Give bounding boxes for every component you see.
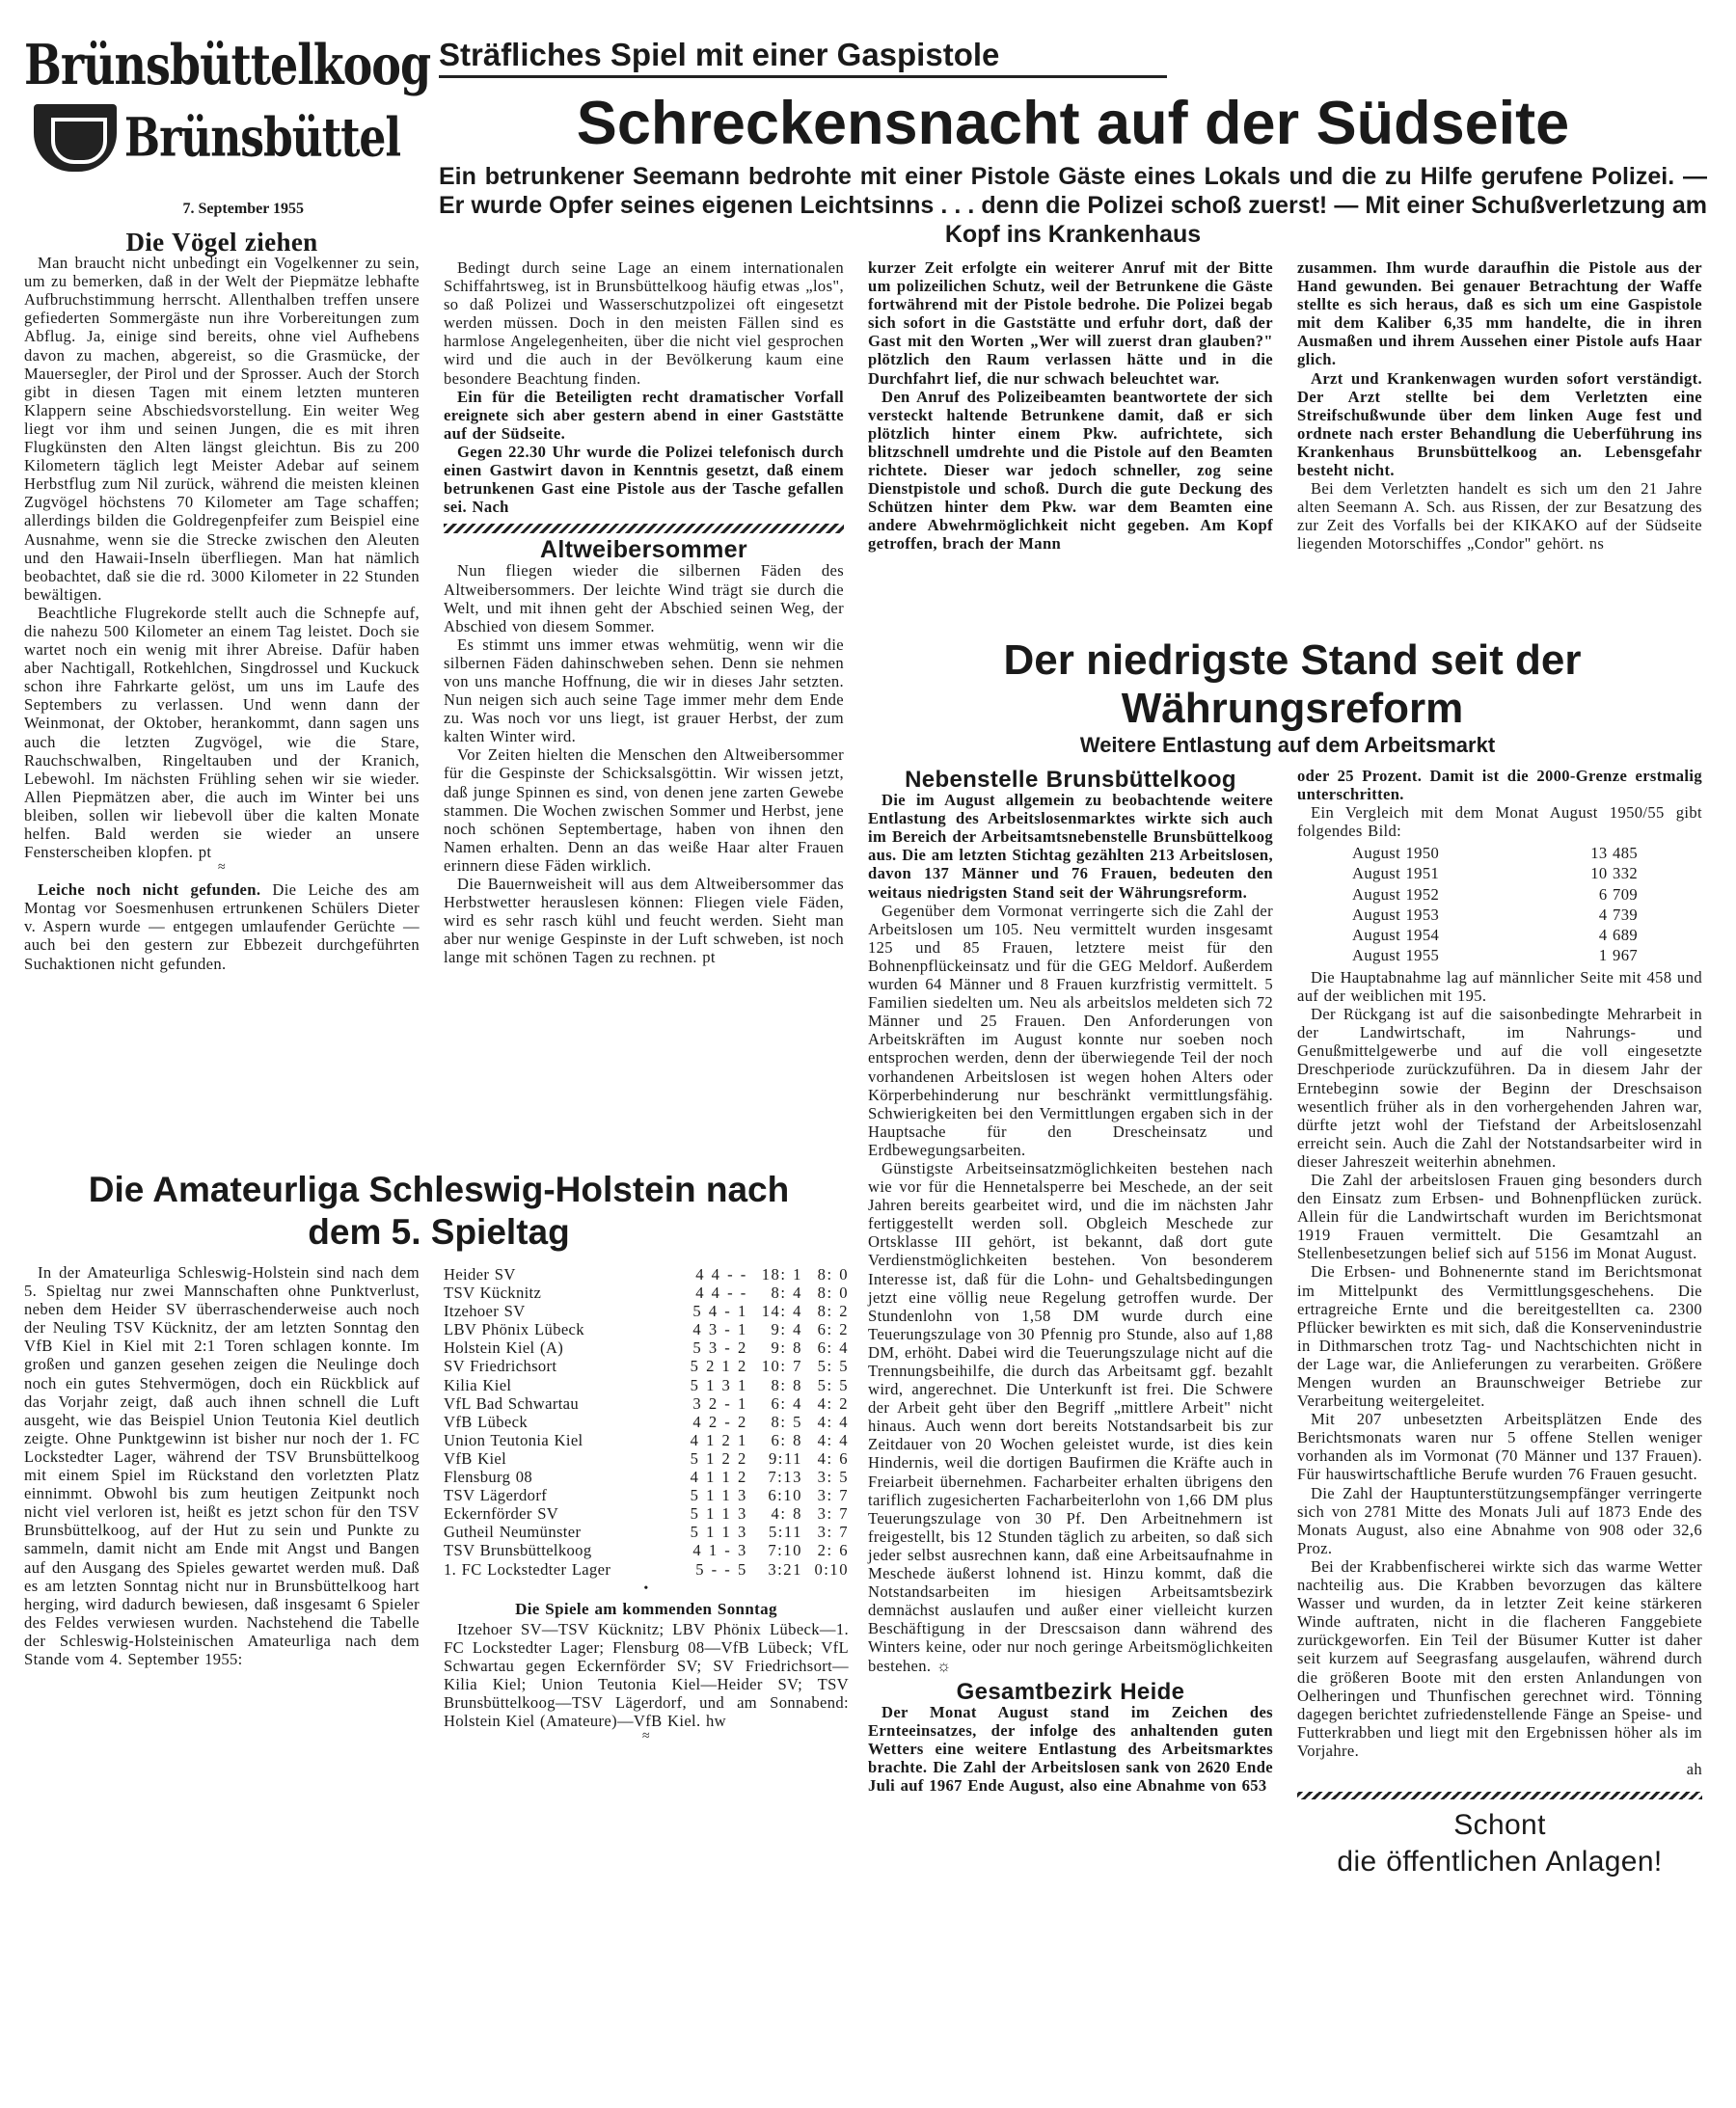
paragraph: Günstigste Arbeitseinsatzmöglichkeiten bestehen nach wie vor für die Hennetalsperre bei Meschede, an der seit Jahren bereits gearbeitet wird, und die im nächsten Jahr fertiggestellt werden soll. Obgleich Meschede zur Ortsklasse III gehört, ist bekannt, daß dort gute Verdienstmöglichkeiten bestehen. Von besonderem Interesse ist, daß für die Lohn- und Gehaltsbedingungen jetzt eine völlig neue Regelung getroffen wurde. Der Stundenlohn von 1,58 DM wurde durch eine Teuerungszulage von 30 Pfennig pro Stunde, also auf 1,88 DM, erhöht. Dabei wird die Teuerungszulage nicht auf die Trennungsbeihilfe, die durch das Arbeitsamt ggf. bezahlt wird, angerechnet. Die Unterkunft ist frei. Die Schwere der Arbeit geht über den Begriff „mittlere Arbeit" nicht hinaus. Auch wenn dort bereits Notstandsarbeit bis zur Zeitdauer von 20 Wochen geleistet wurde, ist dies kein Hindernis, weil die dortigen Baufirmen die Kräfte auch in Freiarbeit übernehmen. Facharbeiter erhalten übrigens den tariflich zugesicherten Facharbeiterlohn von 1,66 DM plus Teuerungszulage von 30 Pf. Den Arbeitnehmern ist freigestellt, bis 12 Stunden täglich zu arbeiten, so daß sich jeder selbst ausrechnen kann, daß eine Arbeitsaufnahme in Meschede äußerst lohnend ist. Hinzu kommt, daß die Notstandsarbeiten im hiesigen Arbeitsamtsbezirk demnächst auslaufen und außer einer vielleicht kurzen Beschäftigung in der Drescsaison dann während des Winters keine, oder nur noch geringe Arbeitsmöglichkeiten bestehen. ☼ bbox=[868, 1158, 1273, 1675]
table-row bbox=[444, 1560, 849, 1579]
month-label: August 1955 bbox=[1352, 945, 1440, 964]
unemployed-count: 6 709 bbox=[1598, 884, 1638, 904]
unemployment-comparison-table bbox=[1350, 842, 1640, 966]
team-name: Union Teutonia Kiel bbox=[444, 1430, 583, 1449]
goals: 8: 8 bbox=[771, 1375, 802, 1394]
goals: 6: 8 bbox=[771, 1430, 802, 1449]
table-row bbox=[1352, 946, 1638, 964]
games-record: 4 4 - - bbox=[695, 1265, 747, 1284]
separator-ornament: ≈ bbox=[641, 1729, 651, 1744]
team-name: VfB Lübeck bbox=[444, 1412, 528, 1431]
goals: 6:10 bbox=[768, 1486, 802, 1505]
table-row bbox=[1352, 864, 1638, 882]
table-row bbox=[1352, 885, 1638, 904]
paragraph: oder 25 Prozent. Damit ist die 2000-Grenze erstmalig unterschritten. bbox=[1297, 767, 1702, 804]
table-row bbox=[444, 1320, 849, 1338]
month-label: August 1954 bbox=[1352, 925, 1440, 944]
headline-liga: Die Amateurliga Schleswig-Holstein nach dem 5. Spieltag bbox=[88, 1170, 790, 1252]
games-record: 5 1 1 3 bbox=[690, 1523, 747, 1542]
points: 8: 2 bbox=[817, 1302, 849, 1321]
schont-line1: Schont bbox=[1453, 1809, 1546, 1842]
points: 4: 2 bbox=[817, 1393, 849, 1413]
unemployed-count: 4 739 bbox=[1598, 905, 1638, 924]
separator-ornament: ≈ bbox=[217, 860, 227, 876]
team-name: TSV Lägerdorf bbox=[444, 1486, 548, 1505]
points: 4: 6 bbox=[817, 1448, 849, 1468]
paragraph: Der Rückgang ist auf die saisonbedingte Mehrarbeit in der Landwirtschaft, im Nahrungs- und Genußmittelgewerbe und auf die voll eingesetzte Dreschperiode zurückzuführen. Da in diesem Jahr der Erntebeginn sowie der Beginn der Dreschsaison wesentlich früher als in den vorhergehenden Jahren war, dürfte jetzt wohl der Tiefstand der Arbeitslosenzahl erreicht sein. Auch die Zahl der Notstandsarbeiter wird in dieser Jahreszeit weiterhin abnehmen. bbox=[1297, 1005, 1702, 1171]
paragraph: Der Monat August stand im Zeichen des Ernteeinsatzes, der infolge des anhaltenden guten Wetters eine weitere Entlastung des Arbeitsmarktes brachte. Die Zahl der Arbeitslosen sank von 2620 Ende Juli auf 1967 Ende August, also eine Abnahme von 653 bbox=[868, 1702, 1273, 1796]
table-row bbox=[444, 1302, 849, 1320]
paragraph: Die Hauptabnahme lag auf männlicher Seite mit 458 und auf der weiblichen mit 195. bbox=[1297, 967, 1702, 1006]
games-record: 4 3 - 1 bbox=[692, 1320, 747, 1339]
table-row bbox=[444, 1449, 849, 1468]
paragraph: Die Bauernweisheit will aus dem Altweibersommer das Herbstwetter herauslesen können: Fliegen viele Fäden, wird es sehr rasch kühl und feucht werden. Sieht man aber nur wenige Gespinste in der Luft schweben, ist noch lange mit schönen Tagen zu rechnen. pt bbox=[444, 875, 844, 967]
unemployed-count: 10 332 bbox=[1590, 864, 1638, 883]
paragraph: In der Amateurliga Schleswig-Holstein sind nach dem 5. Spieltag nur zwei Mannschaften ohne Punktverlust, neben dem Heider SV überraschenderweise auch noch der Neuling TSV Kücknitz, der am letzten Sonntag den VfB Kiel in Kiel mit 2:1 Toren schlagen konnte. Im großen und ganzen gesehen zeigen die Neulinge doch noch ein gutes Stehvermögen, doch ein Rückblick auf das Vorjahr zeigt, daß auch ihnen schnell die Luft ausgeht, wie das Beispiel Union Teutonia Kiel deutlich zeigte. Ohne Punktgewinn ist bisher nur noch der 1. FC Lockstedter Lager, während der TSV Brunsbüttelkoog mit einem Spiel im Rückstand den vorletzten Platz einnimmt. Obwohl bis zum heutigen Zeitpunkt noch nicht viel verloren ist, heißt es jetzt schon für den TSV Brunsbüttelkoog, auf der Hut zu sein und Punkte zu sammeln, damit nicht am Ende mit Angst und Bangen auf den Ausgang des Spieles gewartet werden muß. Daß es am letzten Sonntag nicht nur in Brunsbüttelkoog hart herging, wird dadurch bewiesen, daß insgesamt 6 Spieler des Feldes verwiesen wurden. Nachstehend die Tabelle der Schleswig-Holsteinischen Amateurliga nach dem Stande vom 4. September 1955: bbox=[24, 1263, 420, 1668]
subheadline-arbeit: Weitere Entlastung auf dem Arbeitsmarkt bbox=[1079, 733, 1496, 757]
schont-line2: die öffentlichen Anlagen! bbox=[1337, 1846, 1663, 1878]
games-record: 4 2 - 2 bbox=[692, 1412, 747, 1431]
games-record: 5 4 - 1 bbox=[692, 1302, 747, 1321]
games-record: 5 1 2 2 bbox=[690, 1448, 747, 1468]
paragraph: Bei dem Verletzten handelt es sich um den 21 Jahre alten Seemann A. Sch. aus Rissen, der zur Besatzung des zur Zeit des Vorfalls bei der KIKAKO auf der Südseite liegenden Motorschiffes „Condor" gehört. ns bbox=[1297, 479, 1702, 554]
month-label: August 1951 bbox=[1352, 864, 1440, 883]
team-name: Eckernförder SV bbox=[444, 1504, 559, 1524]
table-row bbox=[1352, 844, 1638, 862]
paragraph: Gegenüber dem Vormonat verringerte sich die Zahl der Arbeitslosen um 105. Neu vermittelt wurden insgesamt 125 und 85 Frauen, letztere meist für den Bohnenpflückeinsatz und für die GEG Meldorf. Außerdem wurden 64 Männer und 8 Frauen kurzfristig vermittelt. 5 Familien siedelten um. Neu als arbeitslos meldeten sich 72 Männer und 25 Frauen. Den Anforderungen von Arbeitskräften im August konnte nur soeben noch entsprochen werden, denn der überwiegende Teil der noch vorhandenen Arbeitslosen ist wegen hohen Alters oder Körperbehinderung nur beschränkt vermittlungsfähig. Schwierigkeiten bei den Vermittlungen ergaben sich in der Hauptsache für den Drescheinsatz und Erdbewegungsarbeiten. bbox=[868, 901, 1273, 1159]
table-row bbox=[1352, 905, 1638, 924]
headline-gas: Schreckensnacht auf der Südseite bbox=[576, 90, 1570, 157]
team-name: SV Friedrichsort bbox=[444, 1357, 557, 1376]
games-record: 5 3 - 2 bbox=[692, 1338, 747, 1358]
paragraph: Gegen 22.30 Uhr wurde die Polizei telefonisch durch einen Gastwirt davon in Kenntnis gesetzt, daß einem betrunkenen Gast eine Pistole aus der Tasche gefallen sei. Nach bbox=[444, 442, 844, 517]
kicker-gas: Sträfliches Spiel mit einer Gaspistole bbox=[439, 37, 1167, 78]
table-row bbox=[444, 1486, 849, 1504]
points: 6: 2 bbox=[817, 1320, 849, 1339]
points: 2: 6 bbox=[817, 1541, 849, 1560]
games-record: 3 2 - 1 bbox=[692, 1393, 747, 1413]
month-label: August 1952 bbox=[1352, 884, 1440, 904]
liga-text bbox=[24, 1263, 420, 1668]
points: 4: 4 bbox=[817, 1430, 849, 1449]
goals: 8: 5 bbox=[771, 1412, 802, 1431]
table-row bbox=[444, 1338, 849, 1357]
gas-column-1 bbox=[444, 258, 844, 966]
table-row bbox=[444, 1357, 849, 1375]
table-row bbox=[444, 1504, 849, 1523]
brief-text: Die Leiche des am Montag vor Soesmenhusen ertrunkenen Schülers Dieter v. Aspern wurde — entgegen umlaufender Gerüchte — auch bei den gestern zur Ebbezeit durchgeführten Suchaktionen nicht gefunden. bbox=[24, 880, 420, 973]
unemployed-count: 4 689 bbox=[1598, 925, 1638, 944]
brief-lead: Leiche noch nicht gefunden. bbox=[38, 880, 261, 900]
points: 3: 5 bbox=[817, 1468, 849, 1487]
team-name: Heider SV bbox=[444, 1265, 516, 1284]
section-nebenstelle: Nebenstelle Brunsbüttelkoog bbox=[905, 767, 1236, 793]
goals: 8: 4 bbox=[771, 1284, 802, 1303]
paragraph: Nun fliegen wieder die silbernen Fäden des Altweibersommers. Der leichte Wind trägt sie durch die Welt, und mit ihnen geht der Abschied seinen Weg, der Abschied von diesem Sommer. bbox=[444, 561, 844, 635]
team-name: LBV Phönix Lübeck bbox=[444, 1320, 584, 1339]
team-name: TSV Kücknitz bbox=[444, 1284, 542, 1303]
month-label: August 1953 bbox=[1352, 905, 1440, 924]
team-name: Gutheil Neumünster bbox=[444, 1523, 582, 1542]
points: 5: 5 bbox=[817, 1375, 849, 1394]
team-name: Itzehoer SV bbox=[444, 1302, 526, 1321]
table-row bbox=[1352, 926, 1638, 944]
table-row bbox=[444, 1468, 849, 1486]
paragraph: Itzehoer SV—TSV Kücknitz; LBV Phönix Lübeck—1. FC Lockstedter Lager; Flensburg 08—VfB Lübeck; VfL Schwartau gegen Eckernförder SV; SV Friedrichsort—Kilia Kiel; Union Teutonia Kiel—Heider SV; TSV Brunsbüttelkoog—TSV Lägerdorf, und am Sonnabend: Holstein Kiel (Amateure)—VfB Kiel. hw bbox=[444, 1619, 849, 1731]
league-table bbox=[444, 1265, 849, 1579]
separator-ornament bbox=[444, 524, 844, 533]
points: 3: 7 bbox=[817, 1486, 849, 1505]
games-record: 4 4 - - bbox=[695, 1284, 747, 1303]
team-name: TSV Brunsbüttelkoog bbox=[444, 1541, 592, 1560]
table-row bbox=[444, 1541, 849, 1559]
table-row bbox=[444, 1394, 849, 1413]
goals: 10: 7 bbox=[761, 1357, 802, 1376]
points: 0:10 bbox=[814, 1559, 849, 1579]
points: 6: 4 bbox=[817, 1338, 849, 1358]
paragraph: Vor Zeiten hielten die Menschen den Altweibersommer für die Gespinste der Schicksalsgöttin. Wir wissen jetzt, daß junge Spinnen es sind, von denen jene zarten Gewebe stammen. Die Wochen zwischen Sommer und Herbst, jene noch schönen Septembertage, haben von ihnen den Namen erhalten. Denn an das weiße Haar alter Frauen erinnern diese Fäden wirklich. bbox=[444, 745, 844, 875]
games-record: 5 2 1 2 bbox=[690, 1357, 747, 1376]
points: 8: 0 bbox=[817, 1284, 849, 1303]
goals: 5:11 bbox=[768, 1523, 802, 1542]
team-name: Kilia Kiel bbox=[444, 1375, 512, 1394]
goals: 14: 4 bbox=[761, 1302, 802, 1321]
table-row bbox=[444, 1284, 849, 1302]
paragraph: Ein Vergleich mit dem Monat August 1950/55 gibt folgendes Bild: bbox=[1297, 803, 1702, 841]
paragraph: Man braucht nicht unbedingt ein Vogelkenner zu sein, um zu bemerken, daß in der Welt der Piepmätze lebhafte Aufbruchstimmung herrscht. Allenthalben treffen unsere gefiederten Sommergäste nun ihre Vorbereitungen zum Abflug. Ja, einige sind bereits, ohne viel Aufhebens davon zu machen, abgereist, so die Grasmücke, der Mauersegler, der Pirol und der Sprosser. Auch der Storch gibt in diesen Tagen mit einem letzten munteren Klappern seine Abschiedsvorstellung. Ein weiter Weg liegt vor ihm und seinen Jungen, die es mit ihren Flugkünsten den Alten längst gleichtun. Bis zu 200 Kilometern täglich legt Meister Adebar auf seinem Herbstflug zum Nil zurück, während die meisten kleinen Zugvögel höchstens 70 Kilometer am Tage schaffen; allerdings bilden die Goldregenpfeifer zum Beispiel eine Ausnahme, wenn sie die Strecke zwischen den Aleuten und den Hawaii-Inseln überfliegen. Man hat nämlich beobachtet, daß sie die rd. 3000 Kilometer in 22 Stunden bewältigen. bbox=[24, 254, 420, 604]
team-name: 1. FC Lockstedter Lager bbox=[444, 1559, 611, 1579]
masthead bbox=[24, 32, 431, 172]
games-record: 4 1 1 2 bbox=[690, 1468, 747, 1487]
games-record: 4 1 2 1 bbox=[690, 1430, 747, 1449]
separator-dot: • bbox=[643, 1581, 649, 1596]
coat-of-arms-icon bbox=[34, 104, 117, 172]
goals: 9: 8 bbox=[771, 1338, 802, 1358]
table-row bbox=[444, 1265, 849, 1284]
masthead-line1: Brünsbüttelkoog bbox=[24, 32, 431, 97]
issue-date: 7. September 1955 bbox=[182, 201, 304, 217]
section-heide: Gesamtbezirk Heide bbox=[956, 1678, 1185, 1705]
arbeit-column-1 bbox=[868, 767, 1273, 1795]
games-record: 5 - - 5 bbox=[695, 1559, 747, 1579]
unemployed-count: 1 967 bbox=[1598, 945, 1638, 964]
goals: 9: 4 bbox=[771, 1320, 802, 1339]
paragraph: kurzer Zeit erfolgte ein weiterer Anruf mit der Bitte um polizeilichen Schutz, weil der Betrunkene die Gäste fortwährend mit der Pistole bedrohe. Die Polizei begab sich sofort in die Gaststätte und erfuhr dort, daß der Gast mit den Worten „Wer will zuerst dran glauben?" plötzlich den Raum verlassen hätte und in die Durchfahrt lief, die nur schwach beleuchtet war. bbox=[868, 258, 1273, 388]
paragraph: Es stimmt uns immer etwas wehmütig, wenn wir die silbernen Fäden dahinschweben sehen. Denn sie nehmen von uns manche Hoffnung, die wir in dieses Jahr setzten. Nun neigen sich auch seine Tage immer mehr dem Ende zu. Was noch vor uns liegt, ist grauer Herbst, der zum kalten Winter wird. bbox=[444, 635, 844, 746]
goals: 4: 8 bbox=[771, 1504, 802, 1524]
goals: 3:21 bbox=[768, 1559, 802, 1579]
paragraph: Die Erbsen- und Bohnenernte stand im Berichtsmonat im Mittelpunkt des Vermittlungsgeschehens. Die ertragreiche Ernte und die bereitgestellten ca. 2300 Pflücker bewirkten es mit sich, daß die Konservenindustrie in Dithmarschen trotz Tag- und Nachtschichten nicht in der Lage war, die Anlieferungen zu verarbeiten. Größere Mengen wurden an Braunschweiger Betriebe zur Verarbeitung weitergeleitet. bbox=[1297, 1262, 1702, 1411]
goals: 6: 4 bbox=[771, 1393, 802, 1413]
unemployed-count: 13 485 bbox=[1590, 844, 1638, 863]
headline-next-games: Die Spiele am kommenden Sonntag bbox=[515, 1599, 777, 1618]
goals: 9:11 bbox=[768, 1448, 802, 1468]
table-row bbox=[444, 1376, 849, 1394]
goals: 18: 1 bbox=[761, 1265, 802, 1284]
team-name: Holstein Kiel (A) bbox=[444, 1338, 564, 1358]
gas-column-2 bbox=[868, 258, 1273, 554]
points: 8: 0 bbox=[817, 1265, 849, 1284]
paragraph: Arzt und Krankenwagen wurden sofort verständigt. Der Arzt stellte bei dem Verletzten eine Streifschußwunde über dem linken Auge fest und ordnete nach erster Behandlung die Ueberführung ins Krankenhaus Brunsbüttelkoog an. Lebensgefahr besteht nicht. bbox=[1297, 368, 1702, 480]
paragraph: Ein für die Beteiligten recht dramatischer Vorfall ereignete sich aber gestern abend in einer Gaststätte auf der Südseite. bbox=[444, 387, 844, 443]
paragraph: Beachtliche Flugrekorde stellt auch die Schnepfe auf, die nahezu 500 Kilometer an einem Tag leistet. Doch sie wartet noch ein wenig mit ihrer Abreise. Dafür haben aber Nachtigall, Rotkehlchen, Singdrossel und Kuckuck schon ihre Fahrkarte gelöst, um uns im Laufe des Septembers zu verlassen. Und wenn dann der Weinmonat, der Oktober, herankommt, dann sagen uns auch die letzten Zugvögel, wie die Stare, Rauchschwalben, Ringeltauben und der Kranich, Lebewohl. Im nächsten Frühling sehen wir sie wieder. Allen Piepmätzen aber, die auch im Winter bei uns bleiben, sollen wir liebevoll über die kalten Monate helfen. Bald werden sie wieder an unsere Fensterscheiben klopfen. pt bbox=[24, 603, 420, 862]
points: 3: 7 bbox=[817, 1504, 849, 1524]
paragraph: Die im August allgemein zu beobachtende weitere Entlastung des Arbeitslosenmarktes wirkte sich auch im Bereich der Arbeitsamtsnebenstelle Brunsbüttelkoog aus. Die am letzten Stichtag gezählten 213 Arbeitslosen, davon 137 Männer und 76 Frauen, bedeuten den weitaus niedrigsten Stand seit der Währungsreform. bbox=[868, 791, 1273, 902]
gas-column-3 bbox=[1297, 258, 1702, 554]
headline-voegel: Die Vögel ziehen bbox=[125, 228, 318, 257]
paragraph: Die Zahl der Hauptunterstützungsempfänger verringerte sich von 2781 Mitte des Monats Juli auf 1873 Ende des Monats August, also eine Abnahme von 908 oder 32,6 Proz. bbox=[1297, 1483, 1702, 1557]
headline-arbeit: Der niedrigste Stand seit der Währungsreform bbox=[1003, 636, 1582, 732]
liga-table-column bbox=[444, 1265, 849, 1743]
schont-box bbox=[1297, 1792, 1702, 1880]
games-record: 5 1 1 3 bbox=[690, 1504, 747, 1524]
news-brief bbox=[24, 880, 420, 972]
paragraph: Bei der Krabbenfischerei wirkte sich das warme Wetter nachteilig aus. Die Krabben bevorzugen das kältere Wasser und wurden, da in letzter Zeit keine stärkeren Winde auftraten, nicht in die flacheren Fanggebiete zurückgeworfen. Ein Teil der Büsumer Kutter ist daher seit kurzem auf Seegrasfang ausgelaufen, während durch die größeren Boote mit den ersten Anlandungen von Oelheringen und Thunfischen gerechnet wird. Tönning dagegen berichtet zufriedenstellende Fänge an Speise- und Futterkrabben und liegt mit den Ergebnissen höher als im Vorjahre. bbox=[1297, 1556, 1702, 1760]
team-name: VfL Bad Schwartau bbox=[444, 1393, 580, 1413]
goals: 7:13 bbox=[768, 1468, 802, 1487]
points: 4: 4 bbox=[817, 1412, 849, 1431]
points: 3: 7 bbox=[817, 1523, 849, 1542]
team-name: VfB Kiel bbox=[444, 1448, 507, 1468]
byline: ah bbox=[1686, 1759, 1702, 1778]
games-record: 5 1 1 3 bbox=[690, 1486, 747, 1505]
month-label: August 1950 bbox=[1352, 844, 1440, 863]
paragraph: Mit 207 unbesetzten Arbeitsplätzen Ende des Berichtsmonats waren nur 5 offene Stellen weniger vorhanden als im Vormonat (70 Männer und 137 Frauen). Für hauswirtschaftliche Berufe wurden 76 Frauen gesucht. bbox=[1297, 1410, 1702, 1484]
points: 5: 5 bbox=[817, 1357, 849, 1376]
games-record: 4 1 - 3 bbox=[692, 1541, 747, 1560]
masthead-line2: Brünsbüttel bbox=[123, 107, 401, 169]
paragraph: zusammen. Ihm wurde daraufhin die Pistole aus der Hand gewunden. Bei genauer Betrachtung der Waffe stellte es sich heraus, daß es sich um eine Gaspistole mit dem Kaliber 6,35 mm handelte, die in ihren Ausmaßen und ihrem Aussehen einer Pistole aufs Haar glich. bbox=[1297, 258, 1702, 369]
arbeit-column-2 bbox=[1297, 767, 1702, 1880]
table-row bbox=[444, 1413, 849, 1431]
paragraph: Den Anruf des Polizeibeamten beantwortete der sich versteckt haltende Betrunkene damit, daß er sich plötzlich hinter einem Pkw. aufrichtete, sich blitzschnell umdrehte und die Pistole auf den Beamten richtete. Dieser war jedoch schneller, zog seine Dienstpistole und schoß. Durch die gute Deckung des Schützen hinter dem Pkw. war dem Beamten eine andere Abwehrmöglichkeit nicht gegeben. Am Kopf getroffen, brach der Mann bbox=[868, 387, 1273, 554]
games-record: 5 1 3 1 bbox=[690, 1375, 747, 1394]
paragraph: Bedingt durch seine Lage an einem internationalen Schiffahrtsweg, ist in Brunsbüttelkoog häufig etwas „los", so daß Polizei und Wasserschutzpolizei oft eingesetzt werden müssen. Doch in den meisten Fällen sind es harmlose Angelegenheiten, über die nicht viel gesprochen wird und die auch in der Bevölkerung kaum eine besondere Beachtung finden. bbox=[444, 258, 844, 388]
team-name: Flensburg 08 bbox=[444, 1468, 533, 1487]
goals: 7:10 bbox=[768, 1541, 802, 1560]
table-row bbox=[444, 1431, 849, 1449]
article-voegel bbox=[24, 230, 420, 973]
deck-gas: Ein betrunkener Seemann bedrohte mit einer Pistole Gäste eines Lokals und die zu Hilfe gerufene Polizei. — Er wurde Opfer seines eigenen Leichtsinns . . . denn die Polizei schoß zuerst! — Mit einer Schußverletzung am Kopf ins Krankenhaus bbox=[439, 163, 1707, 248]
paragraph: Die Zahl der arbeitslosen Frauen ging besonders durch den Einsatz zum Erbsen- und Bohnenpflücken zurück. Allein für die Landwirtschaft wurden im Berichtsmonat 1919 Frauen vermittelt. Die Gesamtzahl an Stellenbesetzungen belief sich auf 5156 im Monat August. bbox=[1297, 1170, 1702, 1263]
table-row bbox=[444, 1523, 849, 1541]
headline-altweiber: Altweibersommer bbox=[539, 536, 748, 564]
